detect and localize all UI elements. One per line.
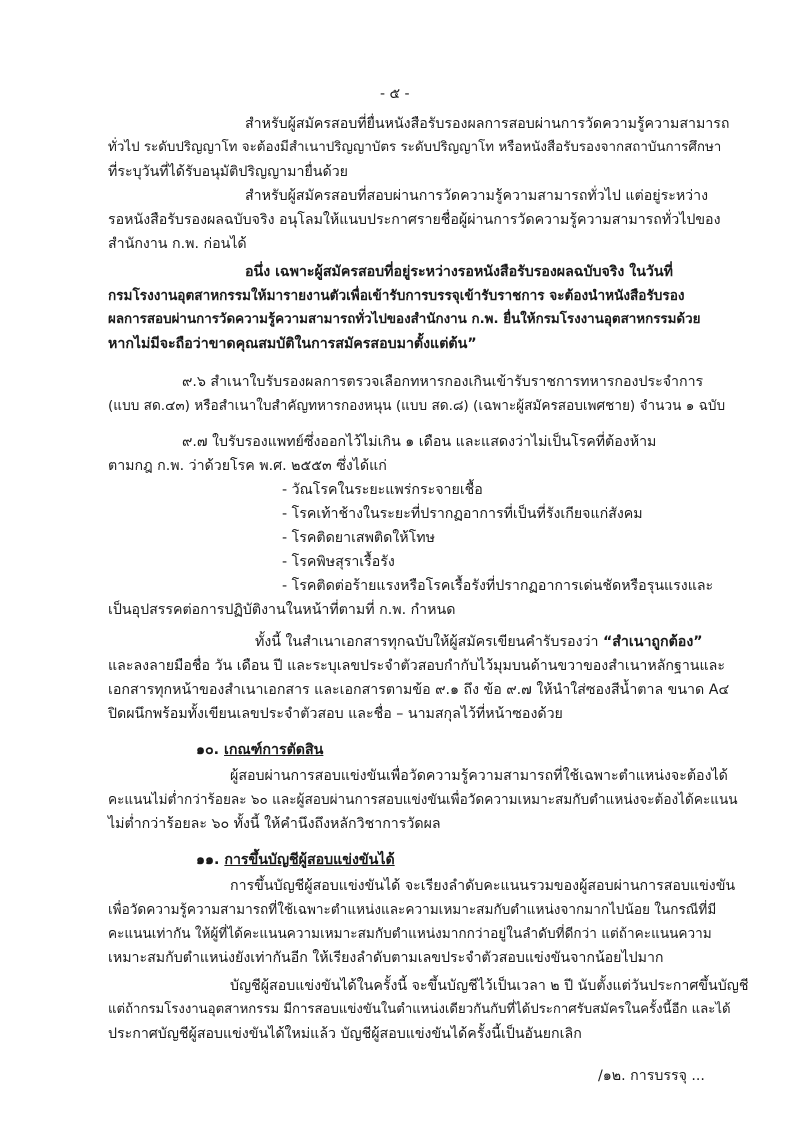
disease-item: - โรคติดยาเสพติดให้โทษ [282,530,435,546]
para2-line3: สำนักงาน ก.พ. ก่อนได้ [108,236,247,252]
certify-quote: “สำเนาถูกต้อง” [602,634,703,650]
para1-line2: ทั่วไป ระดับปริญญาโท จะต้องมีสำเนาปริญญาบัตร ระดับปริญญาโท หรือหนังสือรับรองจากสถาบันการศึกษา [108,140,722,155]
certify-line4: ปิดผนึกพร้อมทั้งเขียนเลขประจำตัวสอบ และชื่อ – นามสกุลไว้ที่หน้าซองด้วย [108,706,563,722]
para3-line3: ผลการสอบผ่านการวัดความรู้ความสามารถทั่วไปของสำนักงาน ก.พ. ยื่นให้กรมโรงงานอุตสาหกรรมด้วย [108,312,701,327]
disease-item: - โรคเท้าช้างในระยะที่ปรากฏอาการที่เป็นที่รังเกียจแก่สังคม [282,506,643,522]
para1-line3: ที่ระบุวันที่ได้รับอนุมัติปริญญามายื่นด้วย [108,164,348,180]
section-10-line2: คะแนนไม่ต่ำกว่าร้อยละ ๖๐ และผู้สอบผ่านการสอบแข่งขันเพื่อวัดความเหมาะสมกับตำแหน่งจะต้องได้คะแนน [108,792,738,808]
certify-line3: เอกสารทุกหน้าของสำเนาเอกสาร และเอกสารตามข้อ ๙.๑ ถึง ข้อ ๙.๗ ให้นำใส่ซองสีน้ำตาล ขนาด A๔ [108,682,730,698]
section-11-p1-line4: เหมาะสมกับตำแหน่งยังเท่ากันอีก ให้เรียงลำดับตามเลขประจำตัวสอบแข่งขันจากน้อยไปมาก [108,950,664,966]
section-11-p2-line3: ประกาศบัญชีผู้สอบแข่งขันได้ใหม่แล้ว บัญชีผู้สอบแข่งขันได้ครั้งนี้เป็นอันยกเลิก [108,1026,582,1042]
disease-item: - โรคพิษสุราเรื้อรัง [282,554,395,570]
para1-line1: สำหรับผู้สมัครสอบที่ยื่นหนังสือรับรองผลการสอบผ่านการวัดความรู้ความสามารถ [245,116,730,132]
section-10-title: เกณฑ์การตัดสิน [224,742,324,758]
next-page-marker: /๑๒. การบรรจุ ... [598,1068,705,1084]
item-9-7-line3: เป็นอุปสรรคต่อการปฏิบัติงานในหน้าที่ตามที่ ก.พ. กำหนด [108,602,456,618]
para3-line4: หากไม่มีจะถือว่าขาดคุณสมบัติในการสมัครสอบมาตั้งแต่ต้น” [108,336,477,352]
para3-line2: กรมโรงงานอุตสาหกรรมให้มารายงานตัวเพื่อเข้ารับการบรรจุเข้ารับราชการ จะต้องนำหนังสือรับรอง [108,288,685,304]
section-10-line1: ผู้สอบผ่านการสอบแข่งขันเพื่อวัดความรู้ความสามารถที่ใช้เฉพาะตำแหน่งจะต้องได้ [230,768,728,784]
certify-text: ทั้งนี้ ในสำเนาเอกสารทุกฉบับให้ผู้สมัครเขียนคำรับรองว่า [255,634,599,650]
item-9-6-line2: (แบบ สด.๔๓) หรือสำเนาใบสำคัญทหารกองหนุน (แบบ สด.๘) (เฉพาะผู้สมัครสอบเพศชาย) จำนวน ๑ ฉบับ [108,398,726,414]
section-10-heading [196,740,323,760]
disease-item: - โรคติดต่อร้ายแรงหรือโรคเรื้อรังที่ปรากฏอาการเด่นชัดหรือรุนแรงและ [282,578,714,594]
item-9-7-line2: ตามกฎ ก.พ. ว่าด้วยโรค พ.ศ. ๒๕๕๓ ซึ่งได้แก่ [108,458,387,474]
section-11-p1-line3: คะแนนเท่ากัน ให้ผู้ที่ได้คะแนนความเหมาะสมกับตำแหน่งมากกว่าอยู่ในลำดับที่ดีกว่า แต่ถ้าคะแนนความ [108,926,712,942]
section-11-p1-line1: การขึ้นบัญชีผู้สอบแข่งขันได้ จะเรียงลำดับคะแนนรวมของผู้สอบผ่านการสอบแข่งขัน [230,878,736,894]
section-11-number: ๑๑. [196,852,220,868]
certify-line1 [255,632,703,652]
disease-item: - วัณโรคในระยะแพร่กระจายเชื้อ [282,482,483,498]
item-9-6-line1: ๙.๖ สำเนาใบรับรองผลการตรวจเลือกทหารกองเกินเข้ารับราชการทหารกองประจำการ [182,374,704,390]
item-9-7-line1: ๙.๗ ใบรับรองแพทย์ซึ่งออกไว้ไม่เกิน ๑ เดือน และแสดงว่าไม่เป็นโรคที่ต้องห้าม [182,434,657,450]
section-11-heading [196,850,395,870]
section-11-title: การขึ้นบัญชีผู้สอบแข่งขันได้ [224,852,395,868]
para2-line1: สำหรับผู้สมัครสอบที่สอบผ่านการวัดความรู้ความสามารถทั่วไป แต่อยู่ระหว่าง [245,188,709,204]
section-11-p1-line2: เพื่อวัดความรู้ความสามารถที่ใช้เฉพาะตำแหน่งและความเหมาะสมกับตำแหน่งจากมากไปน้อย ในกรณีที่มี [108,902,717,918]
para2-line2: รอหนังสือรับรองผลฉบับจริง อนุโลมให้แนบประกาศรายชื่อผู้ผ่านการวัดความรู้ความสามารถทั่วไปของ [108,212,721,228]
page-number: - ๕ - [380,86,410,102]
section-11-p2-line2: แต่ถ้ากรมโรงงานอุตสาหกรรม มีการสอบแข่งขันในตำแหน่งเดียวกันกับที่ได้ประกาศรับสมัครในครั้งนี้อีก และได้ [108,1002,731,1017]
section-11-p2-line1: บัญชีผู้สอบแข่งขันได้ในครั้งนี้ จะขึ้นบัญชีไว้เป็นเวลา ๒ ปี นับตั้งแต่วันประกาศขึ้นบัญชี [230,978,749,994]
section-10-line3: ไม่ต่ำกว่าร้อยละ ๖๐ ทั้งนี้ ให้คำนึงถึงหลักวิชาการวัดผล [108,816,441,832]
para3-line1: อนึ่ง เฉพาะผู้สมัครสอบที่อยู่ระหว่างรอหนังสือรับรองผลฉบับจริง ในวันที่ [245,264,673,280]
certify-line2: และลงลายมือชื่อ วัน เดือน ปี และระบุเลขประจำตัวสอบกำกับไว้มุมบนด้านขวาของสำเนาหลักฐานและ [108,658,725,674]
section-10-number: ๑๐. [196,742,220,758]
